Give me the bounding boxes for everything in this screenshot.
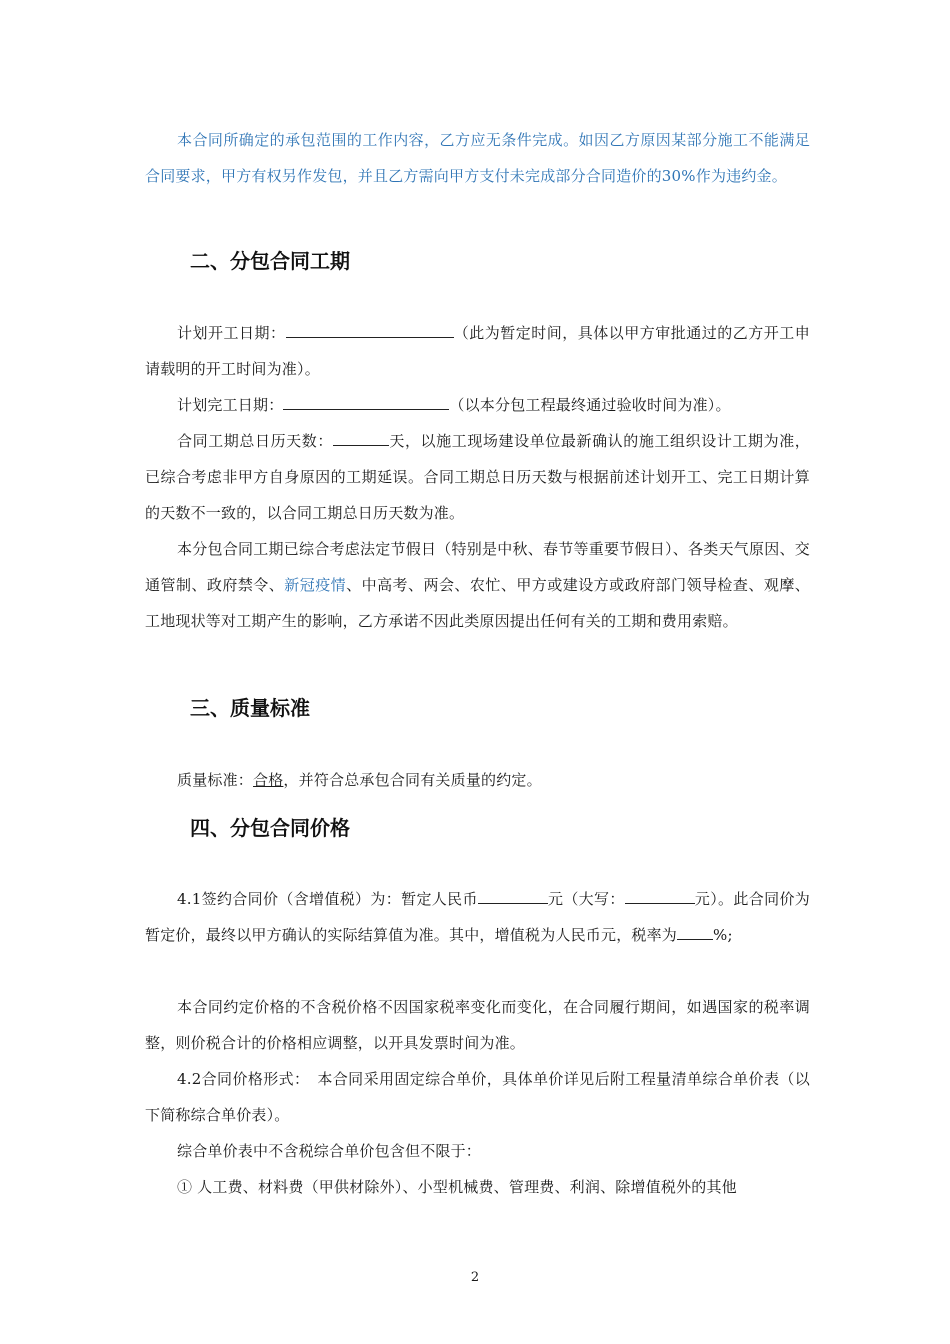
duration-label: 合同工期总日历天数： [177,432,333,450]
start-date-blank [286,320,454,338]
price-text-b: 元（大写： [547,890,625,908]
end-suffix: （以本分包工程最终通过验收时间为准）。 [449,396,731,414]
price-text-c: 元）。此合同价为暂定价，最终以甲方确认的实际结算值为准。其中，增值税为人民币元，税率为 [145,890,810,944]
tax-adjustment-paragraph: 本合同约定价格的不含税价格不因国家税率变化而变化，在合同履行期间，如遇国家的税率调整，则价税合计的价格相应调整，以开具发票时间为准。 [145,998,810,1052]
duration-paragraph [145,423,810,531]
end-date-blank [283,392,449,410]
price-text-a: 4.1签约合同价（含增值税）为：暂定人民币 [177,890,478,908]
duration-suffix: 天，以施工现场建设单位最新确认的施工组织设计工期为准，已综合考虑非甲方自身原因的工期延误。合同工期总日历天数与根据前述计划开工、完工日期计算的天数不一致的，以合同工期总日历天数为准。 [145,432,810,522]
end-label: 计划完工日期： [177,396,284,414]
section-2-heading: 二、分包合同工期 [190,249,350,273]
unit-price-intro: 综合单价表中不含税综合单价包含但不限于： [177,1142,482,1160]
section-4-heading: 四、分包合同价格 [190,816,350,840]
contract-price-paragraph [145,881,810,953]
factors-text-pre: 本分包合同工期已综合考虑法定节假日（特别是中秋、春节等重要节假日）、各类天气原因、交通管制、政府禁令、 [145,540,810,594]
price-words-blank [625,886,695,904]
page-number: 2 [470,1270,480,1285]
start-suffix: （此为暂定时间，具体以甲方审批通过的乙方开工申请载明的开工时间为准）。 [145,324,810,378]
planned-start-paragraph [145,315,810,387]
planned-end-paragraph [145,387,810,423]
covid-highlight: 新冠疫情 [284,576,347,594]
tax-rate-blank [677,922,713,940]
price-form-paragraph: 4.2合同价格形式： 本合同采用固定综合单价，具体单价详见后附工程量清单综合单价表（以下简称综合单价表）。 [145,1070,810,1124]
duration-blank [333,428,389,446]
duration-factors-paragraph [145,531,810,639]
scope-paragraph: 本合同所确定的承包范围的工作内容，乙方应无条件完成。如因乙方原因某部分施工不能满足合同要求，甲方有权另作发包，并且乙方需向甲方支付未完成部分合同造价的30%作为违约金。 [145,131,810,185]
section-3-heading: 三、质量标准 [190,696,310,720]
factors-text-post: 、中高考、两会、农忙、甲方或建设方或政府部门领导检查、观摩、工地现状等对工期产生的影响，乙方承诺不因此类原因提出任何有关的工期和费用索赔。 [145,576,810,630]
quality-paragraph [145,762,810,798]
quality-value: 合格 [253,771,284,789]
quality-suffix: ，并符合总承包合同有关质量的约定。 [283,771,542,789]
price-amount-blank [478,886,548,904]
unit-price-item-1: ① 人工费、材料费（甲供材除外）、小型机械费、管理费、利润、除增值税外的其他 [177,1178,737,1196]
price-text-d: %; [713,926,733,944]
quality-label: 质量标准： [177,771,254,789]
start-label: 计划开工日期： [177,324,286,342]
